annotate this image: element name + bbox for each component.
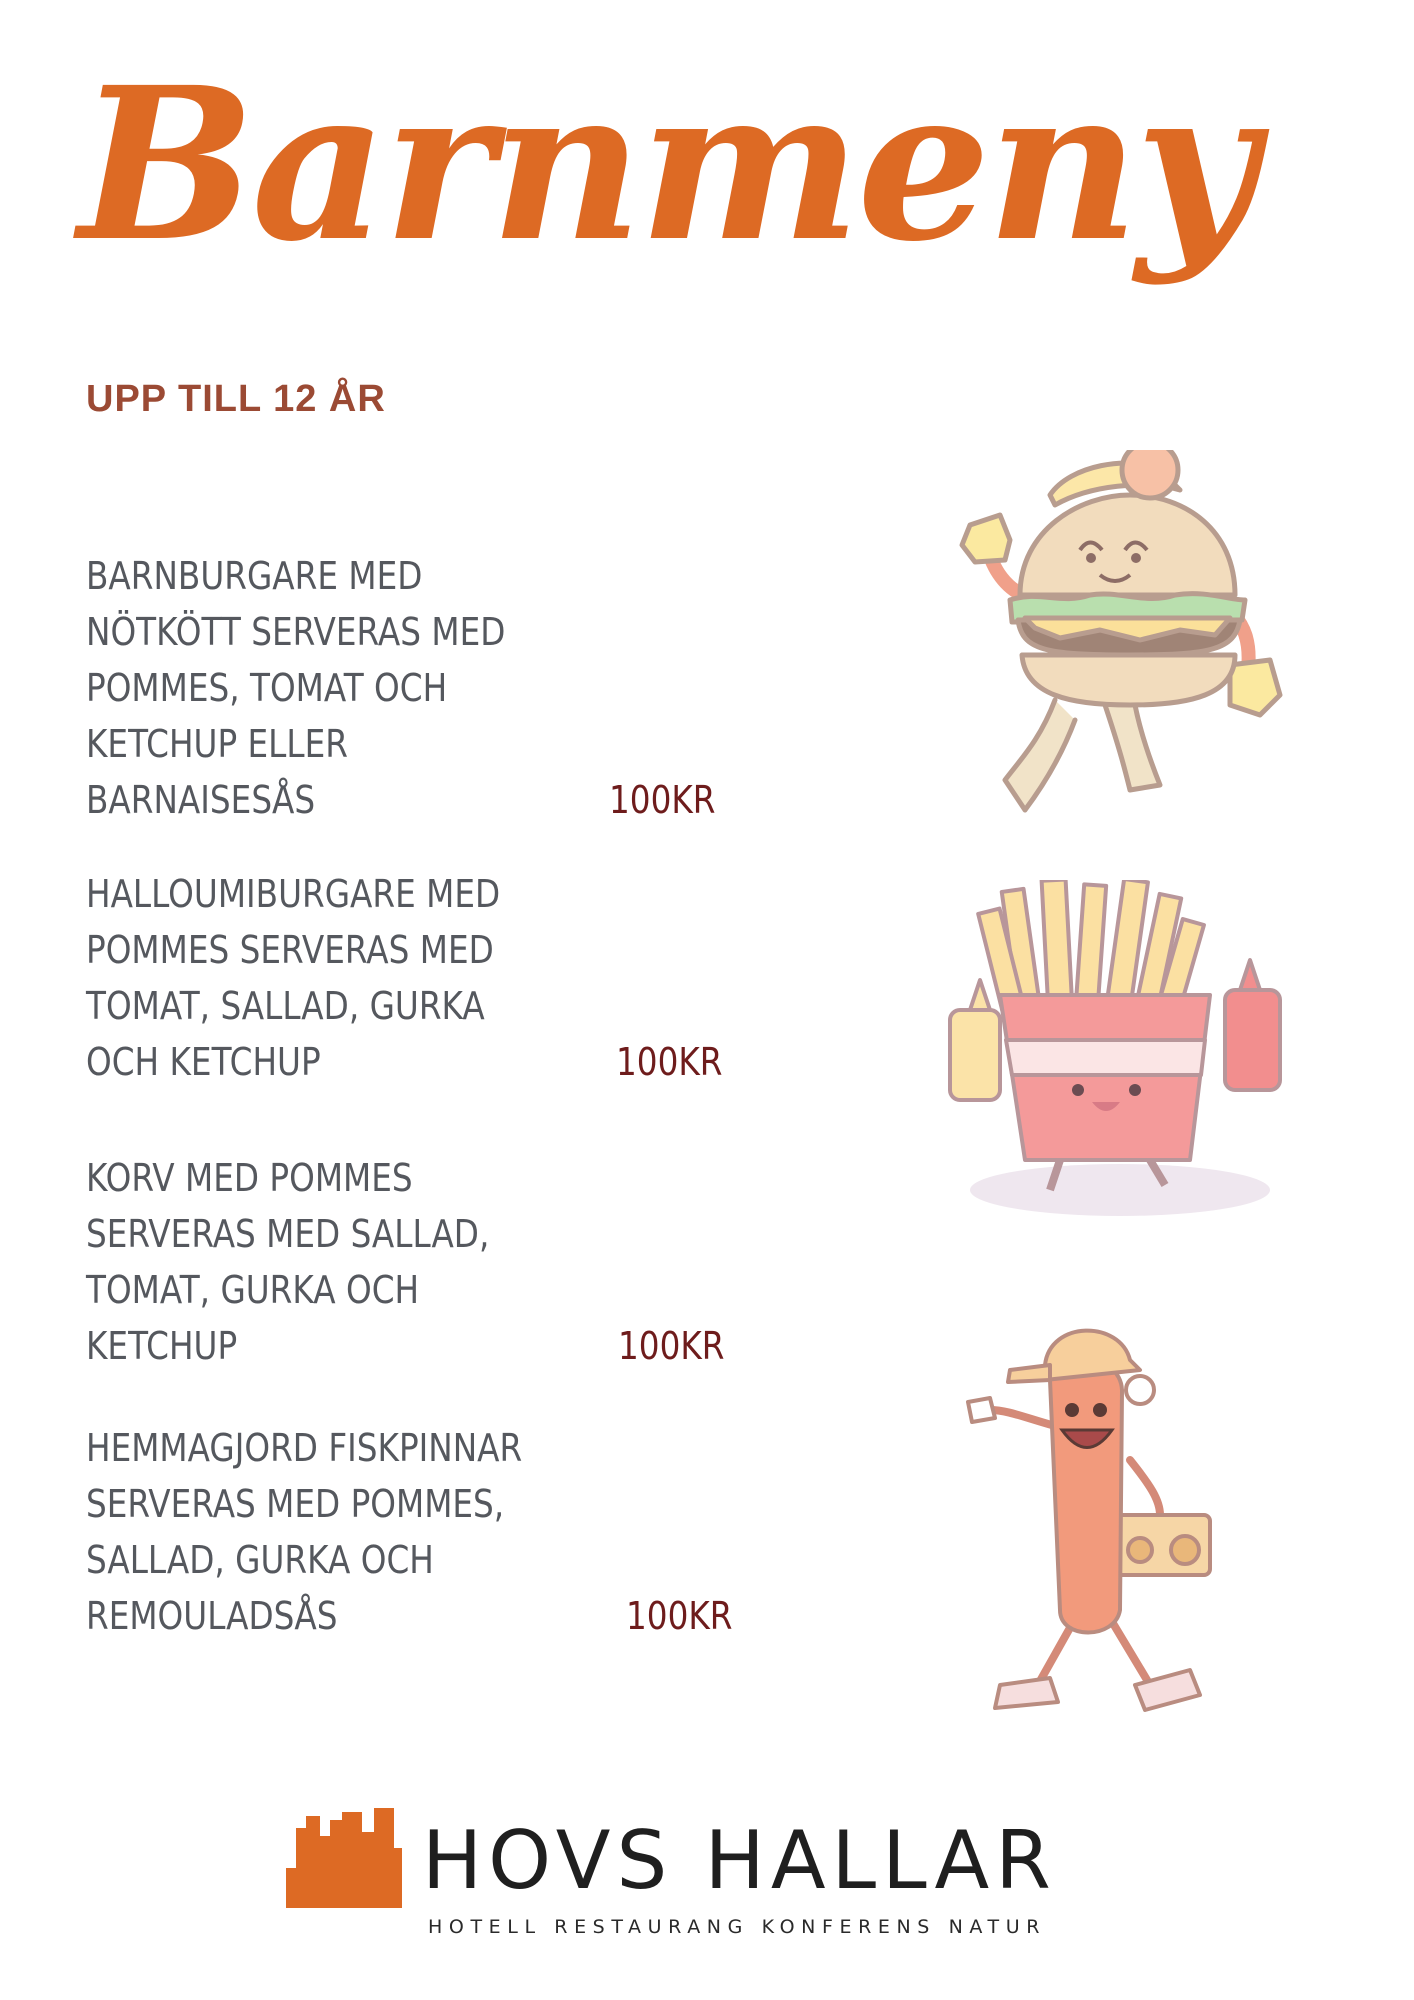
menu-item-halloumiburgare: [86, 866, 766, 1090]
hovs-hallar-logo-icon: [282, 1808, 402, 1908]
menu-item-description: HEMMAGJORD FISKPINNAR SERVERAS MED POMMES, SALLAD, GURKA OCH REMOULADSÅS: [86, 1426, 523, 1638]
menu-item-korv: [86, 1150, 766, 1374]
menu-item-price: 100KR: [616, 1040, 723, 1084]
logo-name: HOVS HALLAR: [422, 1814, 1057, 1907]
logo-tagline: HOTELL RESTAURANG KONFERENS NATUR: [428, 1916, 1047, 1938]
age-subtitle: UPP TILL 12 ÅR: [86, 378, 386, 420]
menu-item-description: HALLOUMIBURGARE MED POMMES SERVERAS MED TOMAT, SALLAD, GURKA OCH KETCHUP: [86, 872, 501, 1084]
menu-item-fiskpinnar: [86, 1420, 766, 1644]
sausage-mascot-icon: [950, 1310, 1330, 1730]
menu-item-description: KORV MED POMMES SERVERAS MED SALLAD, TOMAT, GURKA OCH KETCHUP: [86, 1156, 490, 1368]
hovs-hallar-logo: [282, 1808, 1102, 1948]
menu-item-barnburgare: [86, 548, 766, 828]
menu-item-description: BARNBURGARE MED NÖTKÖTT SERVERAS MED POMMES, TOMAT OCH KETCHUP ELLER BARNAISESÅS: [86, 554, 506, 822]
fries-mascot-icon: [920, 880, 1300, 1220]
menu-item-price: 100KR: [618, 1324, 725, 1368]
menu-item-price: 100KR: [626, 1594, 733, 1638]
menu-item-price: 100KR: [609, 778, 716, 822]
burger-mascot-icon: [930, 450, 1330, 820]
page-title: Barnmeny: [78, 41, 1254, 288]
